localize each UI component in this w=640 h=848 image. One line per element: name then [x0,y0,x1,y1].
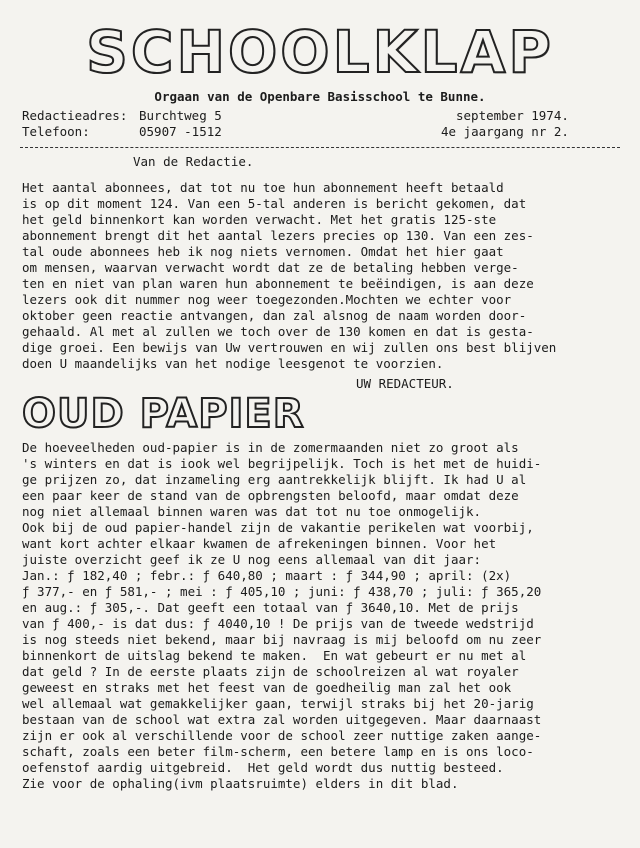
text-line: geweest en straks met het feest van de goedheilig man zal het ook [22,680,512,695]
masthead-title: SCHOOLKLAP [86,18,554,86]
text-line: schaft, zoals een beter film-scherm, een betere lamp en is ons loco- [22,744,534,759]
issue-number: 4e jaargang nr 2. [441,124,569,139]
text-line: ten en niet van plan waren hun abonnement te beëindigen, is aan deze [22,276,534,291]
text-line: wel allemaal wat gemakkelijker gaan, terwijl straks bij het 20-jarig [22,696,534,711]
oud-papier-paragraph [22,440,622,792]
text-line: oktober geen reactie antvangen, dan zal alsnog de naam worden door- [22,308,527,323]
text-line: Het aantal abonnees, dat tot nu toe hun abonnement heeft betaald [22,180,504,195]
text-line: oefenstof aardig uitgebreid. Het geld wordt dus nuttig besteed. [22,760,504,775]
phone-label: Telefoon: [22,124,90,139]
text-line: ge prijzen zo, dat inzameling erg aantrekkelijk blijft. Ik had U al [22,472,527,487]
text-line: Ook bij de oud papier-handel zijn de vakantie perikelen wat voorbij, [22,520,534,535]
text-line: 's winters en dat is iook wel begrijpelijk. Toch is het met de huidi- [22,456,542,471]
masthead-subtitle: Orgaan van de Openbare Basisschool te Bunne. [154,89,486,104]
text-line: doen U maandelijks van het nodige leesgenot te voorzien. [22,356,444,371]
text-line: zijn er ook al verschillende voor de school zeer nuttige zaken aange- [22,728,542,743]
phone-value: 05907 -1512 [139,124,222,139]
text-line: en aug.: ƒ 305,-. Dat geeft een totaal van ƒ 3640,10. Met de prijs [22,600,519,615]
text-line: De hoeveelheden oud-papier is in de zomermaanden niet zo groot als [22,440,519,455]
text-line: om mensen, waarvan verwacht wordt dat ze de betaling hebben verge- [22,260,519,275]
text-line: dige groei. Een bewijs van Uw vertrouwen en wij zullen ons best blijven [22,340,557,355]
text-line: een paar keer de stand van de opbrengsten beloofd, maar omdat deze [22,488,519,503]
text-line: is op dit moment 124. Van een 5-tal anderen is bericht gekomen, dat [22,196,527,211]
text-line: gehaald. Al met al zullen we toch over de 130 komen en dat is gesta- [22,324,534,339]
text-line: binnenkort de uitslag bekend te maken. En wat gebeurt er nu met al [22,648,527,663]
text-line: is nog steeds niet bekend, maar bij navraag is mij beloofd om nu zeer [22,632,542,647]
text-line: het geld binnenkort kan worden verwacht. Met het gratis 125-ste [22,212,497,227]
address-value: Burchtweg 5 [139,108,222,123]
issue-date: september 1974. [456,108,569,123]
header-divider [20,147,620,148]
editor-signoff: UW REDACTEUR. [356,376,454,391]
text-line: bestaan van de school wat extra zal worden uitgegeven. Maar daarnaast [22,712,542,727]
text-line: juiste overzicht geef ik ze U nog eens allemaal van dit jaar: [22,552,482,567]
text-line: tal oude abonnees heb ik nog niets vernomen. Omdat het hier gaat [22,244,504,259]
address-label: Redactieadres: [22,108,128,123]
redactie-heading: Van de Redactie. [133,154,254,169]
text-line: dat geld ? In de eerste plaats zijn de schoolreizen al wat royaler [22,664,519,679]
text-line: want kort achter elkaar kwamen de afrekeningen binnen. Voor het [22,536,497,551]
text-line: van ƒ 400,- is dat dus: ƒ 4040,10 ! De prijs van de tweede wedstrijd [22,616,534,631]
text-line: ƒ 377,- en ƒ 581,- ; mei : ƒ 405,10 ; juni: ƒ 438,70 ; juli: ƒ 365,20 [22,584,542,599]
text-line: lezers ook dit nummer nog weer toegezonden.Mochten we echter voor [22,292,512,307]
text-line: Zie voor de ophaling(ivm plaatsruimte) elders in dit blad. [22,776,459,791]
text-line: abonnement brengt dit het aantal lezers precies op 130. Van een zes- [22,228,534,243]
text-line: Jan.: ƒ 182,40 ; febr.: ƒ 640,80 ; maart : ƒ 344,90 ; april: (2x) [22,568,512,583]
redactie-paragraph [22,180,622,372]
text-line: nog niet allemaal binnen waren was dat tot nu toe onmogelijk. [22,504,482,519]
oud-papier-heading: OUD PAPIER [22,391,305,437]
